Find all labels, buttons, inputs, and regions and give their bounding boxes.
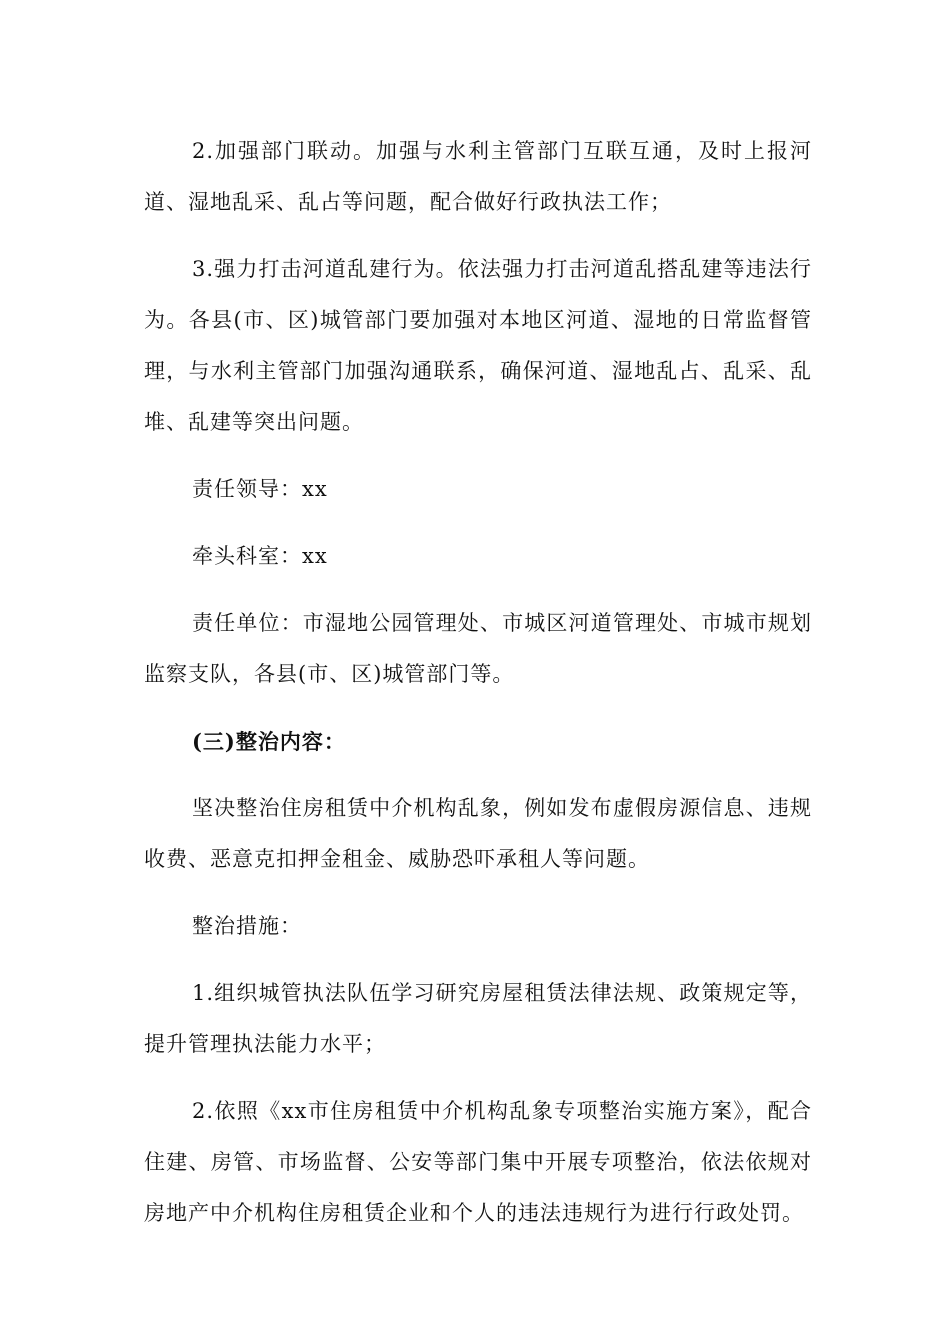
lead-department: 牵头科室：xx [192,544,328,568]
paragraph-measure-2: 2.加强部门联动。加强与水利主管部门互联互通，及时上报河道、湿地乱采、乱占等问题，配合做好行政执法工作； [144,139,812,214]
section-heading-3: (三)整治内容： [192,729,346,754]
responsible-leader: 责任领导：xx [192,477,328,501]
measures-label: 整治措施： [192,914,302,938]
document-body [144,126,812,1255]
responsible-units: 责任单位：市湿地公园管理处、市城区河道管理处、市城市规划监察支队，各县(市、区)城管部门等。 [144,611,812,686]
measure-item-2: 2.依照《xx市住房租赁中介机构乱象专项整治实施方案》，配合住建、房管、市场监督、公安等部门集中开展专项整治，依法依规对房地产中介机构住房租赁企业和个人的违法违规行为进行行政处罚。 [144,1099,812,1225]
rectification-content: 坚决整治住房租赁中介机构乱象，例如发布虚假房源信息、违规收费、恶意克扣押金租金、威胁恐吓承租人等问题。 [144,796,812,871]
measure-item-1: 1.组织城管执法队伍学习研究房屋租赁法律法规、政策规定等，提升管理执法能力水平； [144,981,812,1056]
paragraph-measure-3: 3.强力打击河道乱建行为。依法强力打击河道乱搭乱建等违法行为。各县(市、区)城管部门要加强对本地区河道、湿地的日常监督管理，与水利主管部门加强沟通联系，确保河道、湿地乱占、乱采、乱堆、乱建等突出问题。 [144,257,812,434]
